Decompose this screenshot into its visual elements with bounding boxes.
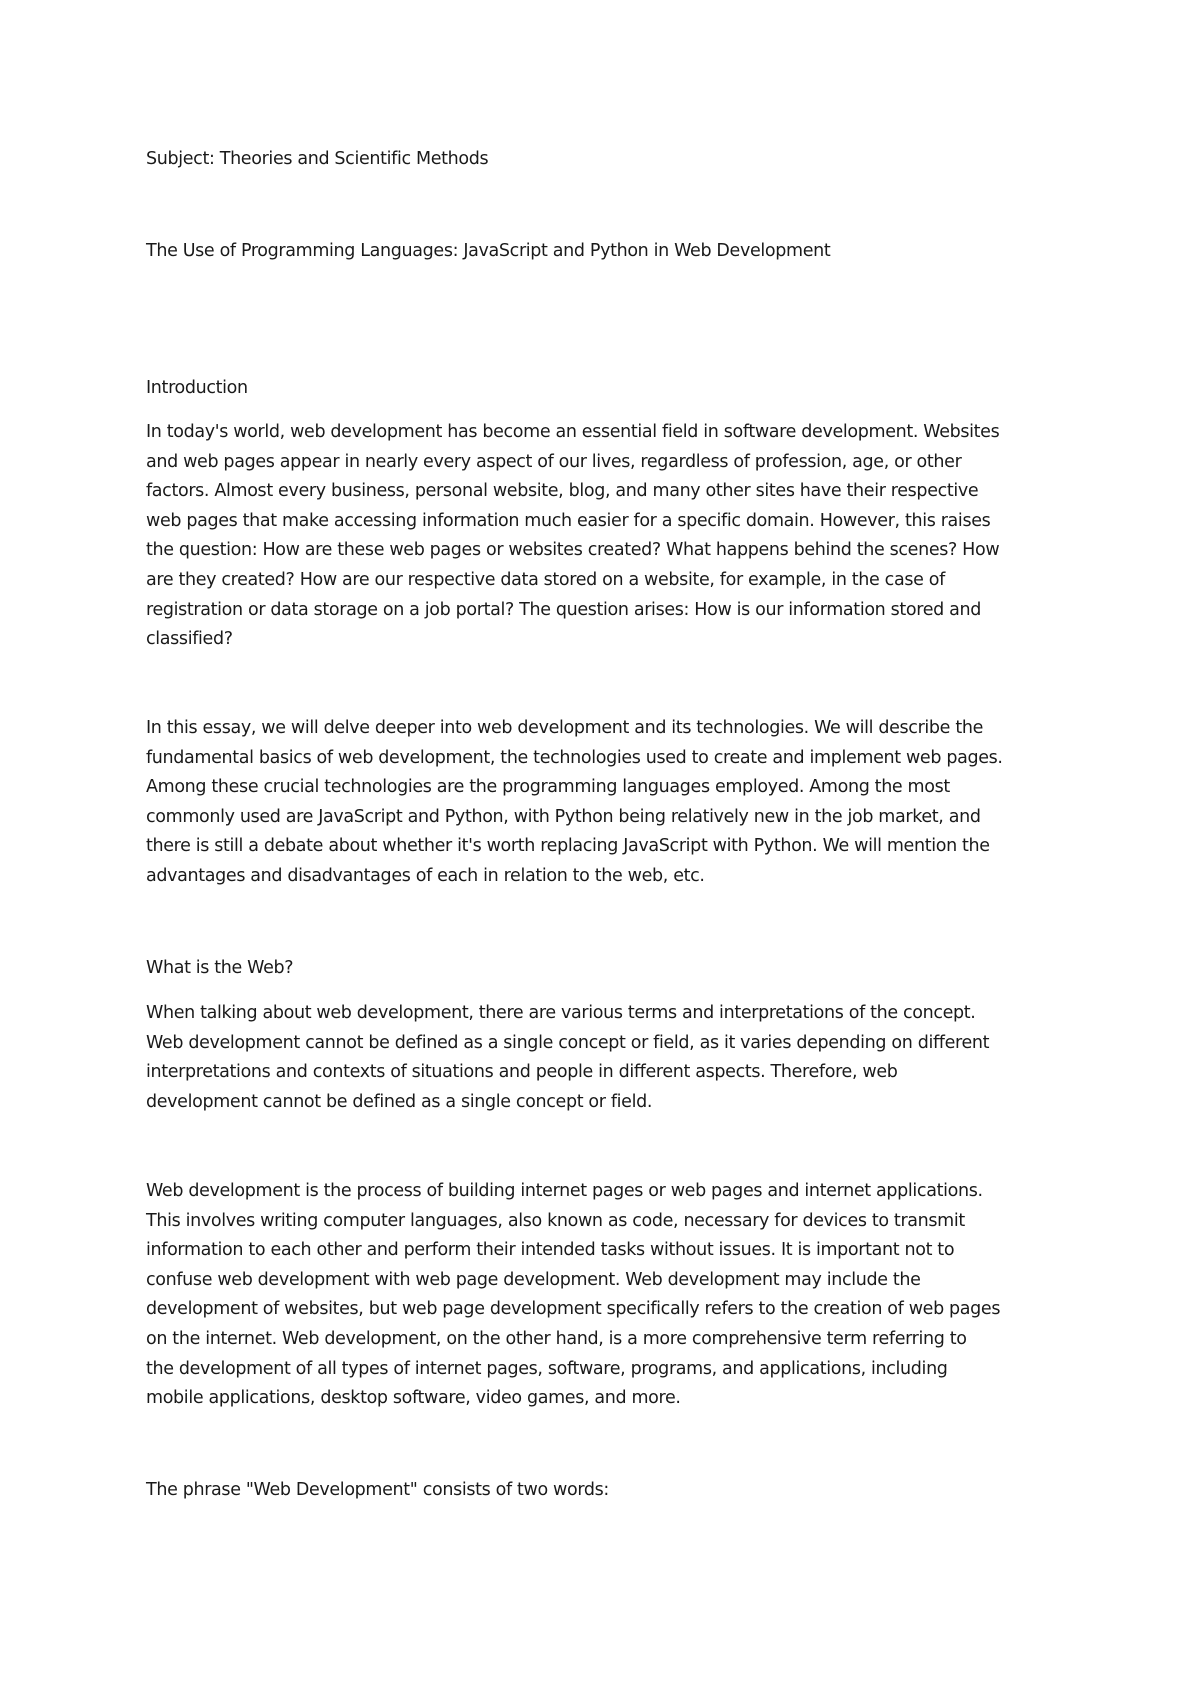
subject-line: Subject: Theories and Scientific Methods — [146, 149, 489, 169]
paragraph-line: information to each other and perform their intended tasks without issues. It is important not to — [146, 1240, 955, 1261]
paragraph-line: development cannot be defined as a single concept or field. — [146, 1091, 653, 1112]
paragraph-line: and web pages appear in nearly every aspect of our lives, regardless of profession, age, or other — [146, 451, 962, 472]
introduction-paragraph-2 — [146, 714, 1086, 892]
paragraph-line: advantages and disadvantages of each in relation to the web, etc. — [146, 865, 705, 886]
paragraph-line: development of websites, but web page development specifically refers to the creation of web pages — [146, 1299, 1001, 1320]
paragraph-line: Web development cannot be defined as a single concept or field, as it varies depending on different — [146, 1032, 990, 1053]
paragraph-line: Web development is the process of building internet pages or web pages and internet applications. — [146, 1181, 983, 1201]
paragraph-line: classified? — [146, 629, 233, 650]
paragraph-line: In this essay, we will delve deeper into web development and its technologies. We will describe the — [146, 718, 983, 738]
paragraph-line: This involves writing computer languages, also known as code, necessary for devices to transmit — [146, 1210, 965, 1231]
paragraph-line: Among these crucial technologies are the programming languages employed. Among the most — [146, 777, 950, 798]
paragraph-line: web pages that make accessing information much easier for a specific domain. However, this raises — [146, 510, 991, 531]
paragraph-line: the development of all types of internet pages, software, programs, and applications, including — [146, 1358, 948, 1379]
paragraph-line: are they created? How are our respective data stored on a website, for example, in the case of — [146, 569, 945, 590]
paragraph-line: mobile applications, desktop software, video games, and more. — [146, 1388, 681, 1409]
paragraph-line: confuse web development with web page development. Web development may include the — [146, 1269, 921, 1290]
paragraph-line: fundamental basics of web development, the technologies used to create and implement web pages. — [146, 747, 1003, 768]
web-heading: What is the Web? — [146, 958, 294, 978]
paragraph-line: on the internet. Web development, on the other hand, is a more comprehensive term referring to — [146, 1328, 967, 1349]
document-title: The Use of Programming Languages: JavaScript and Python in Web Development — [146, 241, 831, 261]
phrase-line: The phrase "Web Development" consists of two words: — [146, 1480, 609, 1500]
web-paragraph-2 — [146, 1177, 1086, 1414]
paragraph-line: there is still a debate about whether it's worth replacing JavaScript with Python. We will mention the — [146, 836, 990, 857]
web-paragraph-1 — [146, 999, 1086, 1117]
paragraph-line: registration or data storage on a job portal? The question arises: How is our information stored and — [146, 599, 981, 620]
paragraph-line: the question: How are these web pages or websites created? What happens behind the scenes? How — [146, 540, 1000, 561]
paragraph-line: factors. Almost every business, personal website, blog, and many other sites have their respective — [146, 481, 979, 502]
paragraph-line: commonly used are JavaScript and Python, with Python being relatively new in the job market, and — [146, 806, 981, 827]
paragraph-line: In today's world, web development has become an essential field in software development. Websites — [146, 422, 1000, 442]
paragraph-line: interpretations and contexts of situations and people in different aspects. Therefore, web — [146, 1062, 898, 1083]
paragraph-line: When talking about web development, there are various terms and interpretations of the concept. — [146, 1003, 976, 1023]
introduction-heading: Introduction — [146, 378, 248, 398]
introduction-paragraph-1 — [146, 418, 1086, 655]
